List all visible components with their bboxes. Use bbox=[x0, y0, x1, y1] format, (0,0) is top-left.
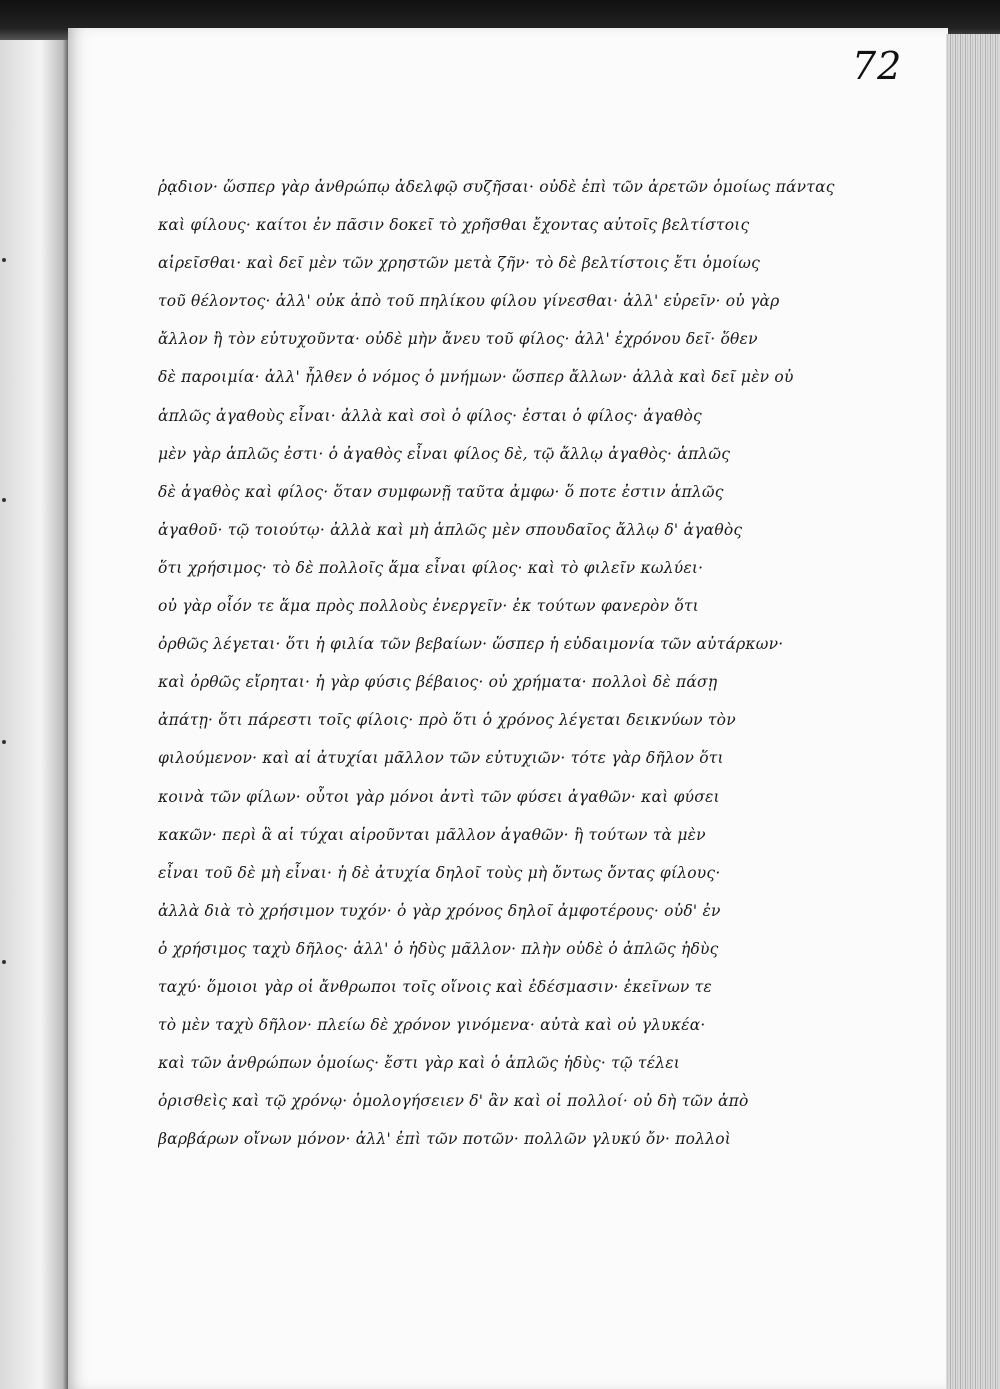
manuscript-line: κοινὰ τῶν φίλων· οὗτοι γὰρ μόνοι ἀντὶ τῶν φύσει ἀγαθῶν· καὶ φύσει bbox=[158, 787, 720, 806]
manuscript-line: κακῶν· περὶ ἃ αἱ τύχαι αἱροῦνται μᾶλλον ἀγαθῶν· ἢ τούτων τὰ μὲν bbox=[158, 825, 706, 844]
page-stack-edge bbox=[946, 34, 1000, 1389]
margin-mark bbox=[2, 960, 6, 964]
manuscript-line: καὶ φίλους· καίτοι ἐν πᾶσιν δοκεῖ τὸ χρῆσθαι ἔχοντας αὐτοῖς βελτίστοις bbox=[158, 216, 750, 235]
manuscript-line: ταχύ· ὅμοιοι γὰρ οἱ ἄνθρωποι τοῖς οἴνοις καὶ ἐδέσμασιν· ἐκεῖνων τε bbox=[158, 977, 712, 996]
manuscript-line: ὁρισθεὶς καὶ τῷ χρόνῳ· ὁμολογήσειεν δ' ἂν καὶ οἱ πολλοί· οὐ δὴ τῶν ἀπὸ bbox=[158, 1092, 749, 1111]
margin-mark bbox=[2, 498, 6, 502]
manuscript-line: εἶναι τοῦ δὲ μὴ εἶναι· ἡ δὲ ἀτυχία δηλοῖ τοὺς μὴ ὄντως ὄντας φίλους· bbox=[158, 863, 721, 882]
manuscript-line: ἀπάτῃ· ὅτι πάρεστι τοῖς φίλοις· πρὸ ὅτι ὁ χρόνος λέγεται δεικνύων τὸν bbox=[158, 711, 736, 730]
manuscript-line: μὲν γὰρ ἁπλῶς ἐστι· ὁ ἀγαθὸς εἶναι φίλος δὲ, τῷ ἄλλῳ ἀγαθὸς· ἁπλῶς bbox=[158, 444, 731, 463]
manuscript-line: καὶ τῶν ἀνθρώπων ὁμοίως· ἔστι γὰρ καὶ ὁ ἁπλῶς ἡδὺς· τῷ τέλει bbox=[158, 1054, 681, 1073]
manuscript-line: ῥᾳδιον· ὥσπερ γὰρ ἀνθρώπῳ ἀδελφῷ συζῆσαι· οὐδὲ ἐπὶ τῶν ἀρετῶν ὁμοίως πάντας bbox=[158, 178, 835, 196]
manuscript-line: τοῦ θέλοντος· ἀλλ' οὐκ ἀπὸ τοῦ πηλίκου φίλου γίνεσθαι· ἀλλ' εὑρεῖν· οὐ γὰρ bbox=[158, 292, 780, 311]
manuscript-line: αἱρεῖσθαι· καὶ δεῖ μὲν τῶν χρηστῶν μετὰ ζῆν· τὸ δὲ βελτίστοις ἔτι ὁμοίως bbox=[158, 254, 760, 273]
manuscript-line: ἁπλῶς ἀγαθοὺς εἶναι· ἀλλὰ καὶ σοὶ ὁ φίλος· ἐσται ὁ φίλος· ἀγαθὸς bbox=[158, 406, 702, 425]
facing-page-edge bbox=[0, 40, 68, 1389]
margin-mark bbox=[2, 740, 6, 744]
manuscript-line: δὲ παροιμία· ἀλλ' ἦλθεν ὁ νόμος ὁ μνήμων· ὥσπερ ἄλλων· ἀλλὰ καὶ δεῖ μὲν οὐ bbox=[158, 368, 794, 387]
manuscript-line: τὸ μὲν ταχὺ δῆλον· πλείω δὲ χρόνον γινόμενα· αὐτὰ καὶ οὐ γλυκέα· bbox=[158, 1016, 706, 1035]
manuscript-line: βαρβάρων οἴνων μόνον· ἀλλ' ἐπὶ τῶν ποτῶν· πολλῶν γλυκύ ὄν· πολλοὶ bbox=[158, 1130, 732, 1149]
folio-number: 72 bbox=[852, 44, 903, 88]
manuscript-line: ἀλλὰ διὰ τὸ χρήσιμον τυχόν· ὁ γὰρ χρόνος δηλοῖ ἀμφοτέρους· οὐδ' ἐν bbox=[158, 901, 721, 920]
manuscript-line: καὶ ὀρθῶς εἴρηται· ἡ γὰρ φύσις βέβαιος· οὐ χρήματα· πολλοὶ δὲ πάσῃ bbox=[158, 673, 718, 692]
manuscript-line: ἀγαθοῦ· τῷ τοιούτῳ· ἀλλὰ καὶ μὴ ἁπλῶς μὲν σπουδαῖος ἄλλῳ δ' ἀγαθὸς bbox=[158, 520, 743, 539]
manuscript-line: οὐ γὰρ οἷόν τε ἅμα πρὸς πολλοὺς ἐνεργεῖν· ἐκ τούτων φανερὸν ὅτι bbox=[158, 597, 699, 616]
manuscript-line: ὁ χρήσιμος ταχὺ δῆλος· ἀλλ' ὁ ἡδὺς μᾶλλον· πλὴν οὐδὲ ὁ ἁπλῶς ἡδὺς bbox=[158, 939, 719, 958]
manuscript-line: φιλούμενον· καὶ αἱ ἀτυχίαι μᾶλλον τῶν εὐτυχιῶν· τότε γὰρ δῆλον ὅτι bbox=[158, 749, 724, 768]
manuscript-line: ἄλλον ἢ τὸν εὐτυχοῦντα· οὐδὲ μὴν ἄνευ τοῦ φίλος· ἀλλ' ἐχρόνου δεῖ· ὅθεν bbox=[158, 330, 758, 349]
manuscript-line: δὲ ἀγαθὸς καὶ φίλος· ὅταν συμφωνῇ ταῦτα ἀμφω· ὅ ποτε ἐστιν ἁπλῶς bbox=[158, 482, 724, 501]
text-block bbox=[158, 168, 848, 1158]
manuscript-line: ὅτι χρήσιμος· τὸ δὲ πολλοῖς ἅμα εἶναι φίλος· καὶ τὸ φιλεῖν κωλύει· bbox=[158, 558, 704, 577]
manuscript-line: ὀρθῶς λέγεται· ὅτι ἡ φιλία τῶν βεβαίων· ὥσπερ ἡ εὐδαιμονία τῶν αὐτάρκων· bbox=[158, 635, 784, 654]
margin-mark bbox=[2, 258, 6, 262]
